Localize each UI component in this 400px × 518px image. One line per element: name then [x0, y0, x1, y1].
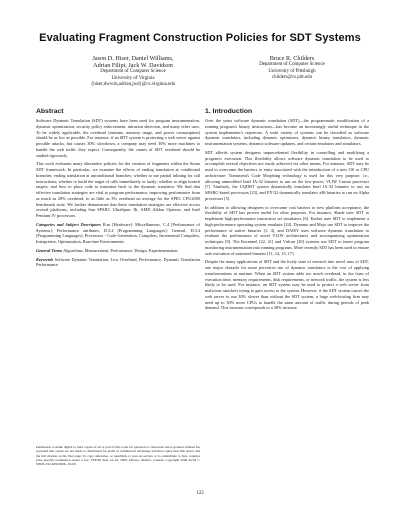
copyright-footnote: Permission to make digital or hard copies of all or part of this work for personal or classroom use is granted without fee provided that copies are not made or distributed for profit or commercial advantage and that copies bear this notice and the full citation on the first page. To copy otherwise, or republish, to post on servers or to redistribute to lists, requires prior specific permission and/or a fee. VEE'06 June 14–16, 2006, Ottawa, Ontario, Canada. Copyright 2006 ACM 1-59593-332-6/06/0006...$5.00.	[36, 445, 200, 467]
author-names-line: Bruce R. Childers	[269, 55, 315, 62]
categories-paragraph	[36, 222, 200, 245]
author-department: Department of Computer Science	[259, 62, 325, 68]
keywords-paragraph	[36, 257, 200, 269]
page-number: 122	[196, 491, 204, 496]
author-names-line: Adrian Filipi, Jack W. Davidson	[93, 62, 173, 70]
author-emails: childers@cs.pitt.edu	[271, 75, 313, 81]
abstract-paragraph: This work evaluates many alternative policies for the creation of fragments within the Strata SDT framework. In particular, we examine the effects of ending translation at conditional branches; ending translation at unconditional branches; whether to use partial inlining for call instructions; whether to build the target of calls immediately or lazily; whether to align branch targets; and how to place code to transition back to the dynamic translator. We find that effective translation strategies are vital to program performance, improving performance from as much as 28% overhead, to as little as 3% overhead on average for the SPEC CPU2000 benchmark suite. We further demonstrate that these translation strategies are effective across several platforms, including Sun SPARC UltraSparc IIi, AMD Athlon Opteron, and Intel Pentium IV processors.	[36, 161, 200, 218]
keywords-label: Keywords	[36, 256, 54, 262]
author-university: University of Pittsburgh	[268, 68, 316, 74]
introduction-paragraph: Despite the many applications of SDT and the lively state of research into novel uses of SDT, one major obstacle for more pervasive use of dynamic translators is the cost of applying transformations at runtime. When an SDT system adds too much overhead, in the form of execution time, memory requirements, disk requirements, or network traffic, the system is less likely to be used. For instance, an SDT system may be used to protect a web server from malicious attackers trying to gain access to the system. However, if the SDT system causes the web server to run 30% slower than without the SDT system, a large web-hosting firm may need up to 30% more CPUs to handle the same amount of traffic during periods of peak demand. This increase corresponds to a 30% increase	[205, 259, 369, 311]
author-block	[48, 55, 352, 95]
introduction-paragraph: Over the years software dynamic translation (SDT)—the programmatic modification of a running program's binary instructions—has become an increasingly useful technique in the system implementer's repertoire. A wide variety of systems can be classified as software dynamic translators, including dynamic optimizers, dynamic binary translators, dynamic instrumentation systems, dynamic software updaters, and certain emulators and simulators.	[205, 118, 369, 146]
categories-label: Categories and Subject Descriptors	[36, 221, 101, 227]
author-group-pittsburgh	[232, 55, 352, 81]
keywords-text: Software Dynamic Translation, Low Overhead, Performance, Dynamic Translation Performance	[36, 256, 200, 268]
author-university: University of Virginia	[111, 75, 155, 81]
general-terms-label: General Terms	[36, 247, 63, 253]
author-names-line: Jason D. Hiser, Daniel Williams,	[92, 55, 174, 62]
author-department: Department of Computer Science	[100, 69, 166, 75]
general-terms-paragraph	[36, 248, 200, 254]
introduction-paragraph: In addition to allowing designers to overcome cost barriers to new platform acceptance, the flexibility of SDT has proven useful for other purposes. For instance, Shade uses SDT to implement high-performance instruction set simulators [6]. Embra uses SDT to implement a high-performance operating system emulator [24]. Dynamo and Mojo use SDT to improve the performance of native binaries [1, 4], and DAISY uses software dynamic translation to evaluate the performance of novel VLIW architectures and accompanying optimization techniques [9]. The Kernimel [22, 21] and Vulcan [20] systems use SDT to insert program monitoring instrumentation into running programs. More recently SDT has been used to ensure safe execution of untrusted binaries [11, 14, 15, 17].	[205, 204, 369, 256]
author-group-virginia	[48, 55, 218, 89]
abstract-heading: Abstract	[36, 108, 64, 115]
introduction-paragraph: SDT affords system designers unprecedented flexibility in controlling and modifying a program's execution. This flexibility allows software dynamic translation to be used to accomplish several objectives not easily achieved via other means. For instance, SDT may be used to overcome the barriers to entry associated with the introduction of a new OS or CPU architecture. Transmeta's Code Morphing technology is used for this very purpose; i.e., allowing unmodified Intel IA-32 binaries to run on the low-power, VLIW Crusoe processor [7]. Similarly, the UQDBT system dynamically translates Intel IA-32 binaries to run on SPARC-based processors [23], and FX!32 dynamically translates x86 binaries to run on Alpha processors [5].	[205, 149, 369, 201]
abstract-paragraph: Software Dynamic Translation (SDT) systems have been used for program instrumentation, dynamic optimization, security policy enforcement, intrusion detection, and many other uses. To be widely applicable, the overhead (runtime, memory usage, and power consumption) should be as low as possible. For instance, if an SDT system is protecting a web server against possible attacks, but causes 30% slowdown, a company may need 30% more machines to handle the web traffic they expect. Consequently, the causes of SDT overhead should be studied rigorously.	[36, 118, 200, 158]
author-emails: {hiser,dww4s,adrian,jwd}@cs.virginia.edu	[90, 82, 176, 88]
introduction-heading: 1. Introduction	[205, 108, 253, 115]
paper-title: Evaluating Fragment Construction Policies for SDT Systems	[39, 32, 361, 44]
left-column	[36, 108, 200, 271]
general-terms-text: Algorithms, Measurement, Performance, Design, Experimentation.	[63, 247, 179, 253]
categories-text: B.m [Hardware]: Miscellaneous, C.4 [Performance of Systems]: Performance attributes, D.3.4 [Programming Languages]: General, D.3.4 [Programming Languages]: Processors - Code Generation, Compilers, Incremental Compilers, Interpreters, Optimization, Run-time Environments	[36, 221, 200, 244]
right-column	[205, 108, 369, 314]
